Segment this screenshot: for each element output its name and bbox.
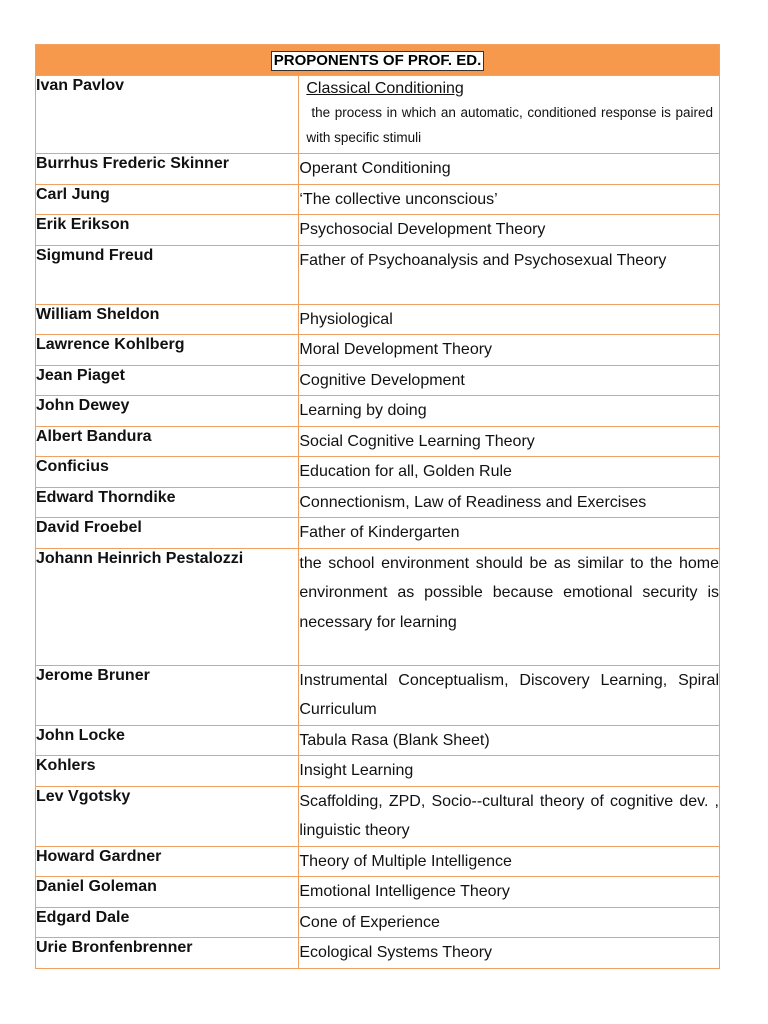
table-row bbox=[36, 756, 720, 787]
table-header-cell bbox=[36, 45, 720, 76]
proponent-name: Albert Bandura bbox=[36, 426, 299, 457]
proponent-name: Carl Jung bbox=[36, 184, 299, 215]
proponent-contribution: Tabula Rasa (Blank Sheet) bbox=[299, 725, 720, 756]
table-row bbox=[36, 786, 720, 846]
proponent-name: Conficius bbox=[36, 457, 299, 488]
proponent-contribution: Cognitive Development bbox=[299, 365, 720, 396]
proponent-contribution: Psychosocial Development Theory bbox=[299, 215, 720, 246]
proponent-contribution bbox=[299, 76, 720, 154]
table-row bbox=[36, 426, 720, 457]
proponent-name: Daniel Goleman bbox=[36, 877, 299, 908]
proponent-name: Lawrence Kohlberg bbox=[36, 335, 299, 366]
table-row bbox=[36, 215, 720, 246]
proponent-contribution: Ecological Systems Theory bbox=[299, 938, 720, 969]
proponent-name: Ivan Pavlov bbox=[36, 76, 299, 154]
contribution-note bbox=[299, 100, 719, 153]
proponent-name: William Sheldon bbox=[36, 304, 299, 335]
proponent-contribution: Social Cognitive Learning Theory bbox=[299, 426, 720, 457]
proponent-contribution: Operant Conditioning bbox=[299, 154, 720, 185]
proponent-name: Sigmund Freud bbox=[36, 245, 299, 304]
table-row bbox=[36, 304, 720, 335]
proponent-name: Erik Erikson bbox=[36, 215, 299, 246]
contribution-title: Classical Conditioning bbox=[306, 80, 464, 97]
table-row bbox=[36, 725, 720, 756]
proponent-contribution: Theory of Multiple Intelligence bbox=[299, 846, 720, 877]
table-row bbox=[36, 665, 720, 725]
proponent-name: John Locke bbox=[36, 725, 299, 756]
proponent-name: Jean Piaget bbox=[36, 365, 299, 396]
proponent-contribution: Connectionism, Law of Readiness and Exercises bbox=[299, 487, 720, 518]
table-row bbox=[36, 877, 720, 908]
proponent-contribution: Learning by doing bbox=[299, 396, 720, 427]
proponent-contribution: Moral Development Theory bbox=[299, 335, 720, 366]
table-row bbox=[36, 846, 720, 877]
table-row bbox=[36, 76, 720, 154]
proponent-name: David Froebel bbox=[36, 518, 299, 549]
proponent-contribution: Physiological bbox=[299, 304, 720, 335]
proponent-contribution: Instrumental Conceptualism, Discovery Learning, Spiral Curriculum bbox=[299, 665, 720, 725]
proponent-name: Edward Thorndike bbox=[36, 487, 299, 518]
table-row bbox=[36, 518, 720, 549]
proponent-name: Burrhus Frederic Skinner bbox=[36, 154, 299, 185]
table-row bbox=[36, 184, 720, 215]
table-header-row bbox=[36, 45, 720, 76]
proponent-contribution: Cone of Experience bbox=[299, 907, 720, 938]
proponent-contribution: Father of Kindergarten bbox=[299, 518, 720, 549]
table-row bbox=[36, 396, 720, 427]
proponent-contribution: Scaffolding, ZPD, Socio--cultural theory of cognitive dev. , linguistic theory bbox=[299, 786, 720, 846]
proponent-name: Lev Vgotsky bbox=[36, 786, 299, 846]
proponent-name: Jerome Bruner bbox=[36, 665, 299, 725]
proponent-contribution: Education for all, Golden Rule bbox=[299, 457, 720, 488]
proponent-contribution: Emotional Intelligence Theory bbox=[299, 877, 720, 908]
table-row bbox=[36, 457, 720, 488]
proponent-name: Edgard Dale bbox=[36, 907, 299, 938]
proponent-name: Howard Gardner bbox=[36, 846, 299, 877]
proponents-table bbox=[35, 44, 720, 969]
proponent-name: Urie Bronfenbrenner bbox=[36, 938, 299, 969]
proponent-name: John Dewey bbox=[36, 396, 299, 427]
proponent-contribution: Father of Psychoanalysis and Psychosexual Theory bbox=[299, 245, 720, 304]
table-row bbox=[36, 245, 720, 304]
table-row bbox=[36, 907, 720, 938]
proponent-contribution: ‘The collective unconscious’ bbox=[299, 184, 720, 215]
proponent-contribution: Insight Learning bbox=[299, 756, 720, 787]
table-row bbox=[36, 487, 720, 518]
proponent-name: Johann Heinrich Pestalozzi bbox=[36, 548, 299, 665]
proponent-name: Kohlers bbox=[36, 756, 299, 787]
proponent-contribution: the school environment should be as similar to the home environment as possible because emotional security is necessary for learning bbox=[299, 548, 720, 665]
table-row bbox=[36, 335, 720, 366]
table-row bbox=[36, 548, 720, 665]
table-row bbox=[36, 938, 720, 969]
table-title: PROPONENTS OF PROF. ED. bbox=[271, 51, 485, 71]
table-row bbox=[36, 154, 720, 185]
contribution-note-text: the process in which an automatic, conditioned response is paired with specific stimuli bbox=[306, 105, 713, 145]
table-row bbox=[36, 365, 720, 396]
